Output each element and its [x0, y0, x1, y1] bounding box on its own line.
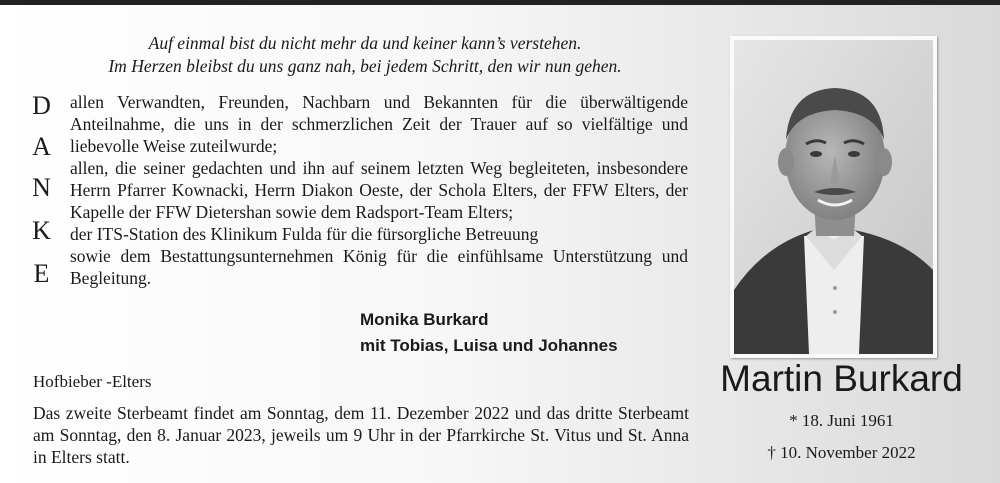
danke-letter-d: D	[32, 91, 52, 120]
danke-letter-a: A	[32, 132, 52, 161]
memorial-service-info: Das zweite Sterbeamt findet am Sonntag, dem 11. Dezember 2022 und das dritte Sterbeamt am Sonntag, den 8. Januar 2023, jeweils um 9 Uhr in der Pfarrkirche St. Vitus und St. Anna in Elters statt.	[33, 403, 689, 467]
verse-line-2: Im Herzen bleibst du uns ganz nah, bei jedem Schritt, den wir nun gehen.	[108, 56, 622, 76]
danke-letter-e: E	[33, 259, 51, 288]
deceased-name: Martin Burkard	[720, 358, 963, 399]
place-name: Hofbieber -Elters	[33, 372, 152, 391]
thanks-funeral-home: sowie dem Bestattungsunternehmen König für die einfühlsame Unterstützung und Begleitung.	[70, 246, 688, 288]
thanks-relatives: allen Verwandten, Freunden, Nachbarn und Bekannten für die überwältigende Anteilnahme, die uns in der schmerzlichen Zeit der Trauer auf so vielfältige und liebevolle Weise zuteilwurde;	[70, 92, 688, 156]
family-signature-children: mit Tobias, Luisa und Johannes	[360, 336, 618, 355]
death-date: † 10. November 2022	[767, 443, 916, 462]
thanks-hospital: der ITS-Station des Klinikum Fulda für die fürsorgliche Betreuung	[70, 224, 539, 244]
verse-line-1: Auf einmal bist du nicht mehr da und keiner kann’s verstehen.	[148, 33, 582, 53]
danke-letter-k: K	[32, 216, 52, 245]
family-signature-main: Monika Burkard	[360, 310, 489, 329]
portrait-photo	[730, 36, 937, 358]
birth-date: * 18. Juni 1961	[789, 411, 894, 430]
portrait-photo-icon	[734, 40, 933, 354]
thanks-companions: allen, die seiner gedachten und ihn auf seinem letzten Weg begleiteten, insbesondere Herrn Pfarrer Kownacki, Herrn Diakon Oeste, der Schola Elters, der FFW Elters, der Kapelle der FFW Dietershan sowie dem Radsport-Team Elters;	[70, 158, 688, 222]
danke-letter-n: N	[32, 173, 52, 202]
